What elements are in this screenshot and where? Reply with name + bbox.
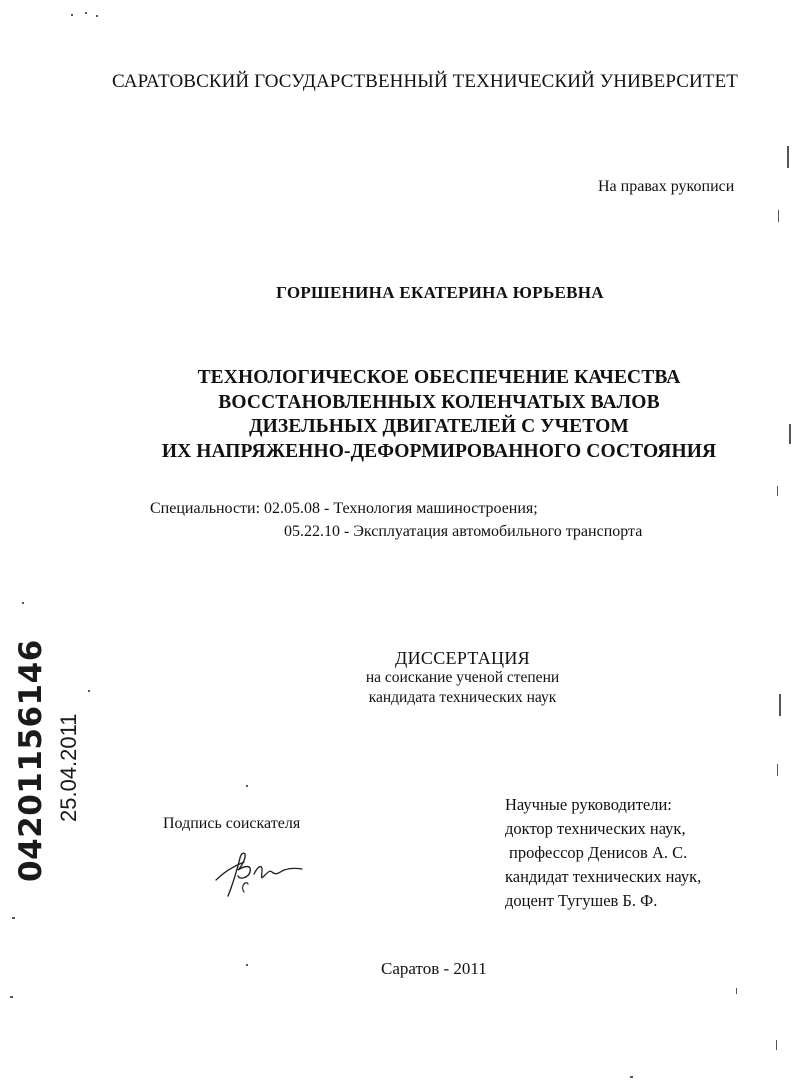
- rights-note: На правах рукописи: [598, 178, 735, 195]
- supervisor-line: кандидат технических наук,: [505, 867, 702, 886]
- scan-edge-mark: [779, 694, 781, 716]
- scan-speck: [12, 917, 15, 919]
- title-line: ИХ НАПРЯЖЕННО-ДЕФОРМИРОВАННОГО СОСТОЯНИЯ: [161, 440, 717, 462]
- scan-speck: [96, 15, 98, 17]
- handwritten-signature: [210, 836, 310, 906]
- supervisor-line: доцент Тугушев Б. Ф.: [505, 891, 658, 910]
- specialty-line-2: 05.22.10 - Эксплуатация автомобильного транспорта: [284, 523, 643, 540]
- dissertation-heading: ДИССЕРТАЦИЯ: [395, 648, 530, 668]
- dissertation-title: [0, 366, 793, 464]
- title-line: ДИЗЕЛЬНЫХ ДВИГАТЕЛЕЙ С УЧЕТОМ: [249, 416, 629, 437]
- stamp-date: 25.04.2011: [56, 713, 81, 822]
- scan-speck: [246, 785, 248, 787]
- scan-speck: [10, 996, 13, 998]
- degree-line-2: кандидата технических наук: [368, 689, 557, 706]
- scan-edge-mark: [787, 146, 789, 168]
- supervisor-line: доктор технических наук,: [505, 819, 686, 838]
- specialty-line-1: Специальности: 02.05.08 - Технология машиностроения;: [150, 500, 538, 517]
- scan-speck: [85, 12, 87, 14]
- scan-edge-mark: [789, 424, 791, 444]
- city-year: Саратов - 2011: [381, 959, 487, 978]
- signature-label: Подпись соискателя: [163, 815, 301, 832]
- degree-line-1: на соискание ученой степени: [365, 669, 560, 686]
- title-line: ВОССТАНОВЛЕННЫХ КОЛЕНЧАТЫХ ВАЛОВ: [218, 391, 660, 413]
- scan-edge-mark: [777, 764, 778, 776]
- scan-edge-mark: [778, 210, 779, 222]
- author-name: ГОРШЕНИНА ЕКАТЕРИНА ЮРЬЕВНА: [276, 283, 604, 302]
- title-line: ТЕХНОЛОГИЧЕСКОЕ ОБЕСПЕЧЕНИЕ КАЧЕСТВА: [197, 367, 681, 388]
- scan-edge-mark: [777, 486, 778, 496]
- university-name: САРАТОВСКИЙ ГОСУДАРСТВЕННЫЙ ТЕХНИЧЕСКИЙ УНИВЕРСИТЕТ: [111, 71, 738, 92]
- catalog-number-stamp: 04201156146: [13, 639, 49, 882]
- scan-edge-mark: [776, 1040, 777, 1050]
- supervisor-line: профессор Денисов А. С.: [509, 843, 688, 862]
- scan-speck: [71, 14, 73, 16]
- dissertation-type: [300, 648, 625, 708]
- scan-speck: [246, 964, 248, 966]
- scan-speck: [736, 988, 737, 994]
- scan-speck: [630, 1076, 633, 1078]
- supervisors: [505, 793, 701, 913]
- supervisors-heading: Научные руководители:: [505, 795, 672, 814]
- scan-speck: [22, 602, 24, 604]
- scan-speck: [88, 690, 90, 692]
